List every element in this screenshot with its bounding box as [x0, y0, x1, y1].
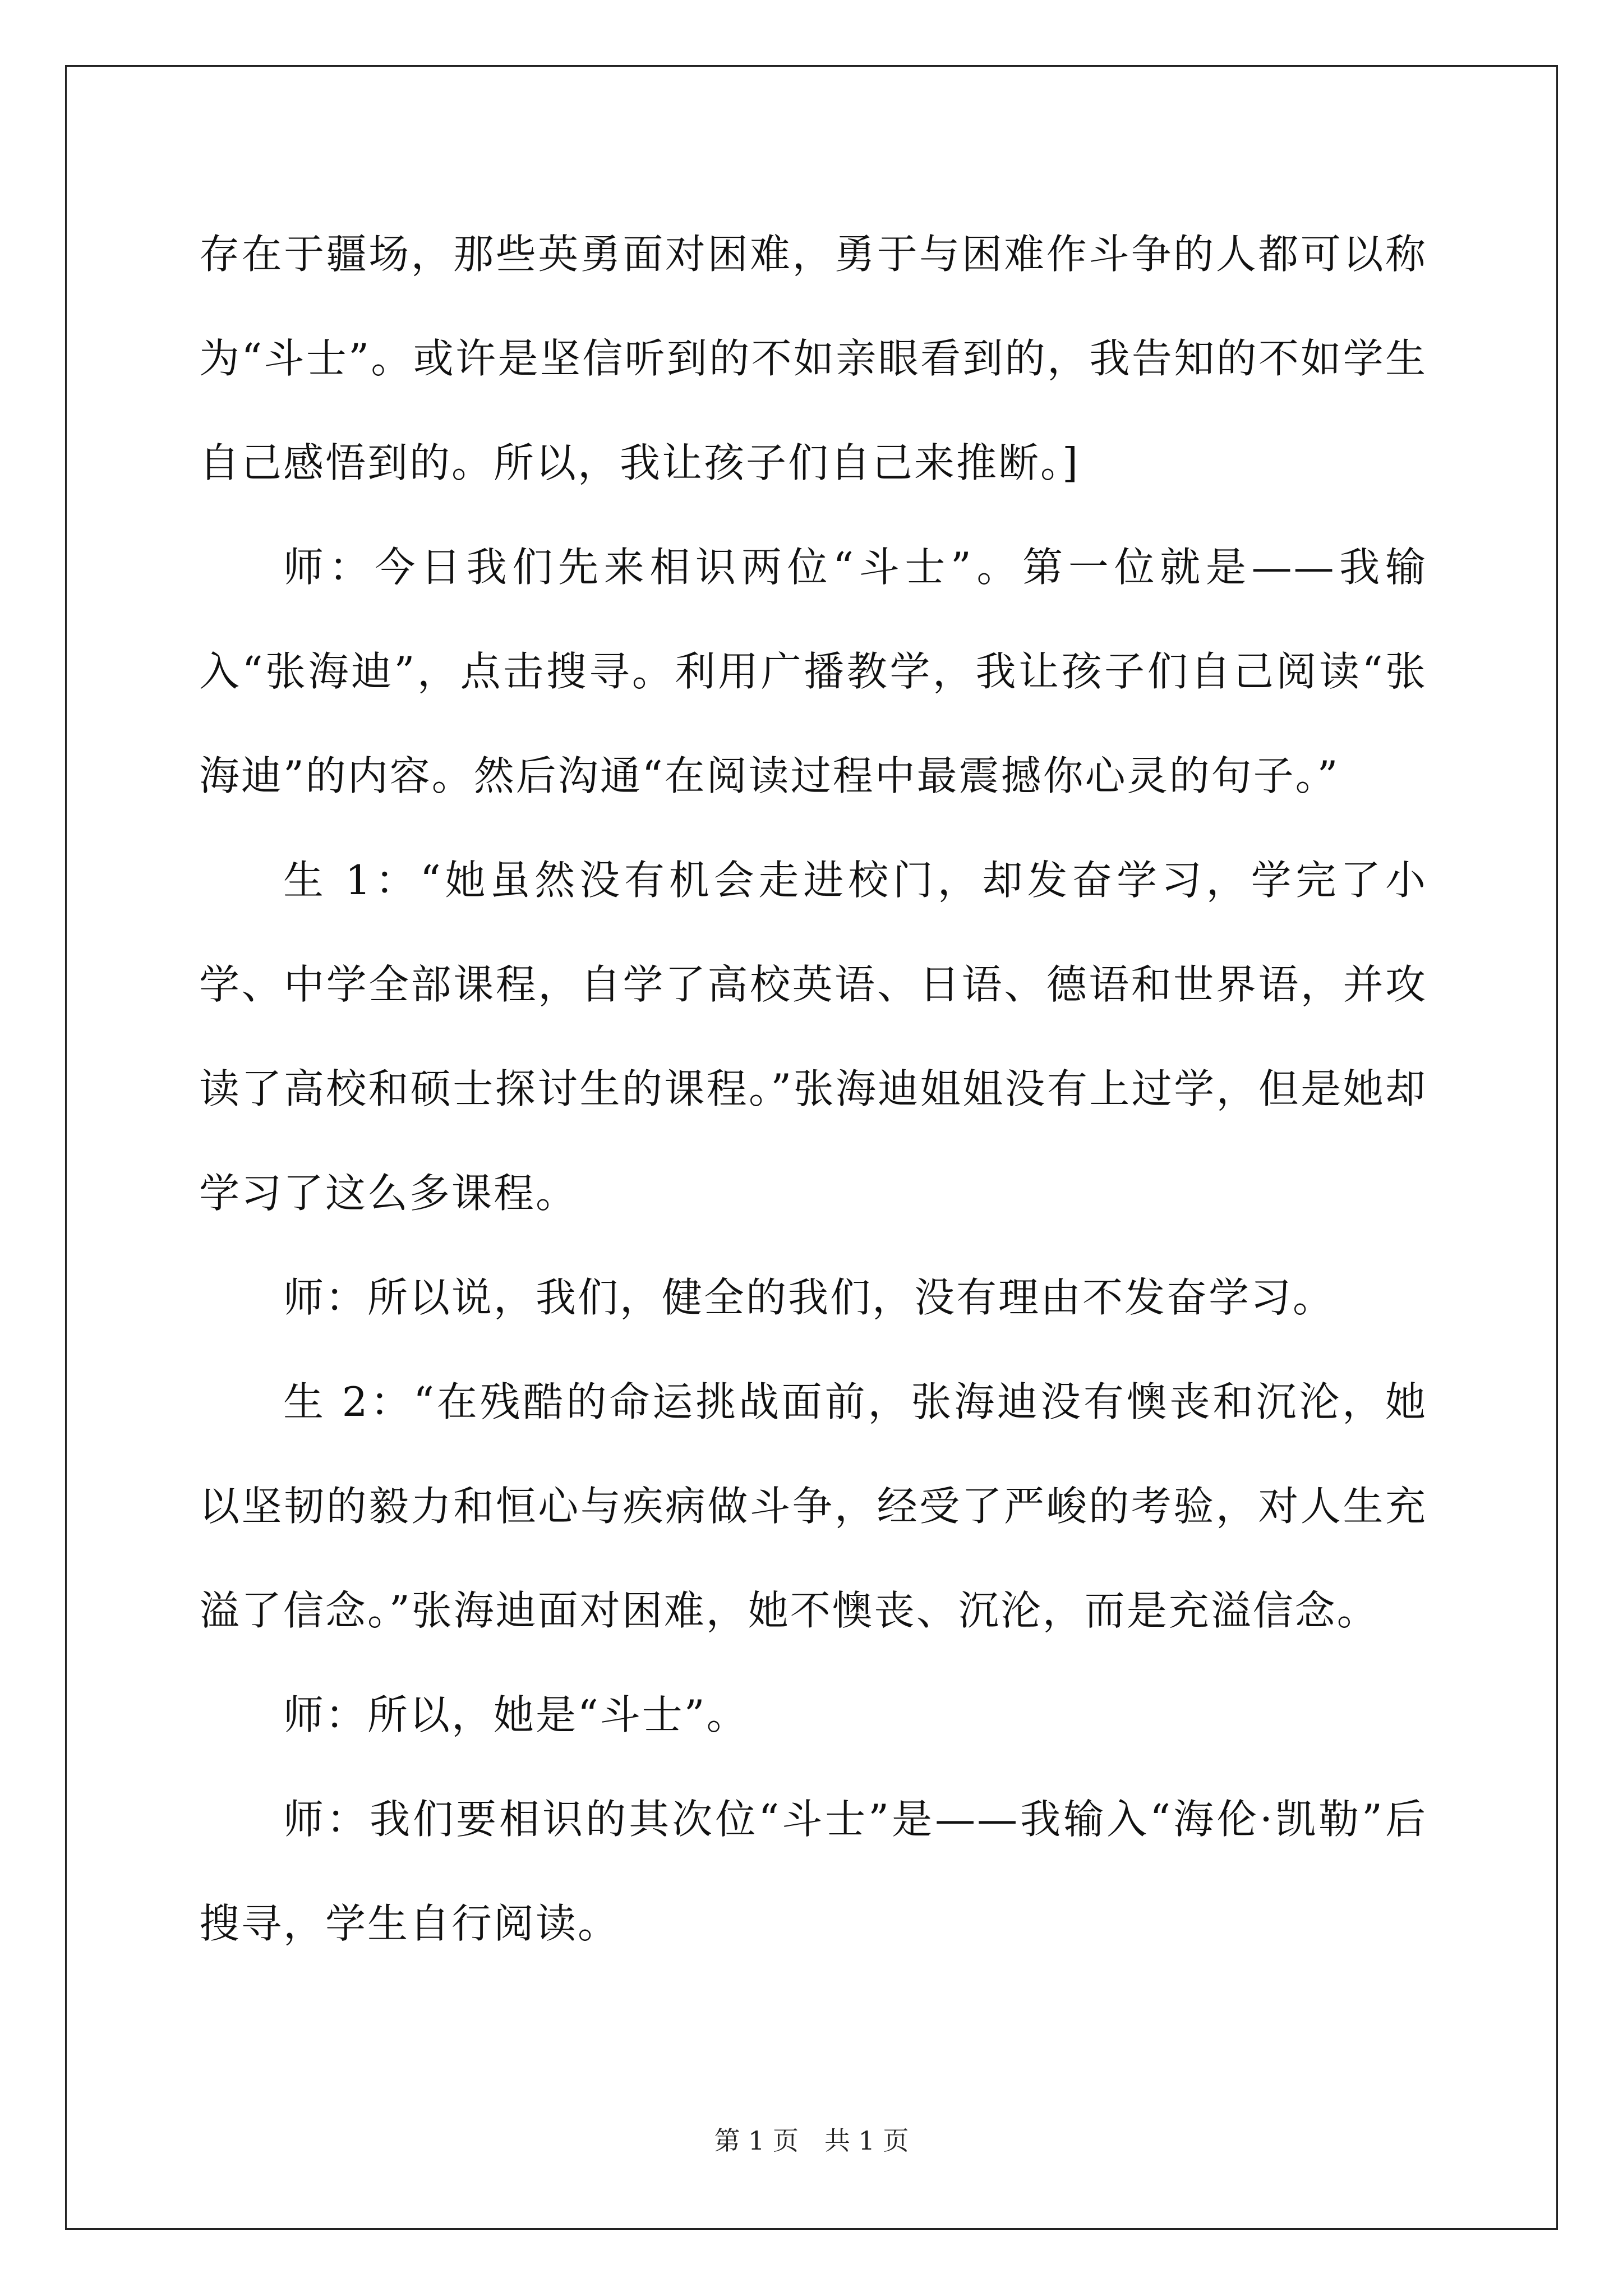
paragraph-2: 师：今日我们先来相识两位“斗士”。第一位就是——我输入“张海迪”，点击搜寻。利用广播教学，我让孩子们自己阅读“张海迪”的内容。然后沟通“在阅读过程中最震撼你心灵的句子。”: [199, 544, 1427, 799]
paragraph-7: 师：我们要相识的其次位“斗士”是——我输入“海伦·凯勒”后搜寻，学生自行阅读。: [199, 1796, 1427, 1947]
paragraph-4: 师：所以说，我们，健全的我们，没有理由不发奋学习。: [283, 1274, 1335, 1321]
total-pages: 共 1 页: [824, 2125, 909, 2156]
paragraph-6: 师：所以，她是“斗士”。: [283, 1691, 749, 1738]
page-footer: [0, 2124, 1623, 2157]
document-body: [199, 202, 1427, 1976]
paragraph-3: 生 1：“她虽然没有机会走进校门，却发奋学习，学完了小学、中学全部课程，自学了高校英语、日语、德语和世界语，并攻读了高校和硕士探讨生的课程。”张海迪姐姐没有上过学，但是她却学习了这么多课程。: [199, 857, 1427, 1217]
paragraph-5: 生 2：“在残酷的命运挑战面前，张海迪没有懊丧和沉沦，她以坚韧的毅力和恒心与疾病做斗争，经受了严峻的考验，对人生充溢了信念。”张海迪面对困难，她不懊丧、沉沦，而是充溢信念。: [199, 1378, 1427, 1634]
page-number: 第 1 页: [714, 2125, 799, 2156]
paragraph-1: 存在于疆场，那些英勇面对困难，勇于与困难作斗争的人都可以称为“斗士”。或许是坚信听到的不如亲眼看到的，我告知的不如学生自己感悟到的。所以，我让孩子们自己来推断。]: [199, 231, 1427, 486]
